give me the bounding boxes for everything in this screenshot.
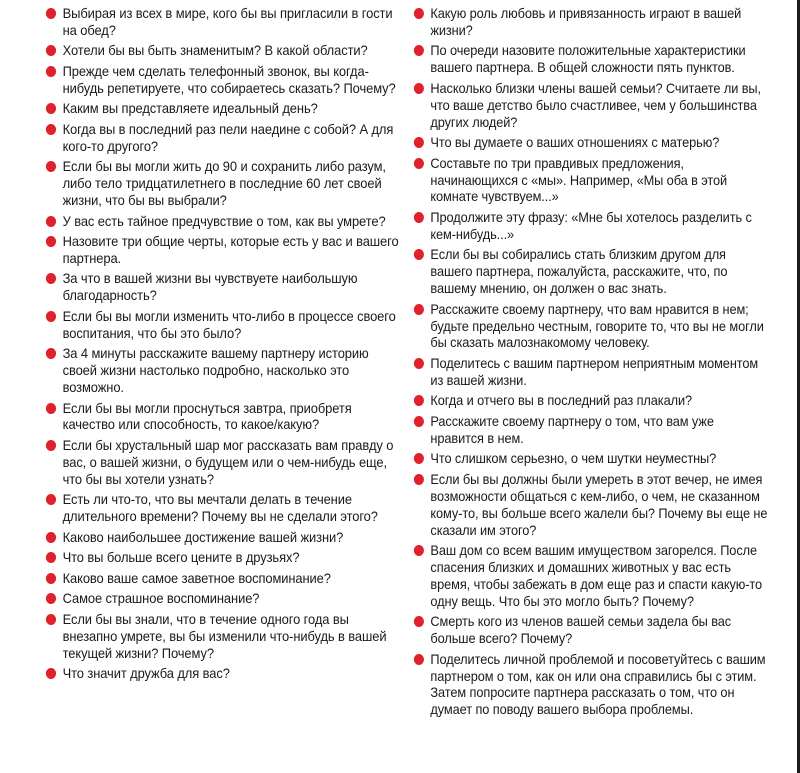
question-item bbox=[412, 392, 770, 409]
question-text: Если бы вы собирались стать близким другом для вашего партнера, пожалуйста, расскажите, что, по вашему мнению, он должен о вас знать. bbox=[430, 246, 728, 297]
question-text: Если бы вы могли проснуться завтра, приобретя качество или способность, то какое/какую? bbox=[62, 399, 352, 433]
bullet-icon bbox=[414, 212, 424, 223]
question-item bbox=[412, 542, 770, 610]
bullet-icon bbox=[414, 474, 424, 485]
question-item bbox=[44, 213, 403, 230]
question-item bbox=[44, 5, 403, 39]
question-text: Расскажите своему партнеру о том, что вам уже нравится в нем. bbox=[430, 412, 714, 446]
question-text: Если бы хрустальный шар мог рассказать вам правду о вас, о вашей жизни, о будущем или о чем-нибудь еще, что бы вы хотели узнать? bbox=[62, 436, 394, 487]
question-item bbox=[44, 42, 403, 59]
question-text: Самое страшное воспоминание? bbox=[62, 590, 260, 607]
question-item bbox=[412, 5, 770, 39]
bullet-icon bbox=[414, 137, 424, 148]
bullet-icon bbox=[46, 532, 56, 543]
bullet-icon bbox=[46, 494, 56, 505]
question-text: Каково ваше самое заветное воспоминание? bbox=[62, 569, 331, 586]
question-item bbox=[412, 651, 770, 719]
question-text: У вас есть тайное предчувствие о том, как вы умрете? bbox=[62, 212, 386, 229]
question-item bbox=[412, 134, 770, 151]
question-text: Когда вы в последний раз пели наедине с собой? А для кого-то другого? bbox=[62, 120, 394, 154]
question-item bbox=[44, 270, 403, 304]
bullet-icon bbox=[46, 273, 56, 284]
question-text: Есть ли что-то, что вы мечтали делать в течение длительного времени? Почему вы не сделали этого? bbox=[62, 491, 378, 525]
bullet-icon bbox=[46, 593, 56, 604]
question-text: Расскажите своему партнеру, что вам нравится в нем; будьте предельно честным, говорите то, что вы не могли бы сказать малознакомому человеку. bbox=[430, 300, 764, 351]
question-item bbox=[44, 590, 403, 607]
question-item bbox=[44, 308, 403, 342]
question-text: Хотели бы вы быть знаменитым? В какой области? bbox=[62, 42, 368, 59]
question-text: Если бы вы должны были умереть в этот вечер, не имея возможности общаться с кем-либо, о чем, не сказанном кому-то, вы больше всего жалели бы? Почему вы еще не сказали им этого? bbox=[430, 470, 768, 538]
bullet-icon bbox=[414, 158, 424, 169]
question-item bbox=[412, 450, 770, 467]
bullet-icon bbox=[414, 304, 424, 315]
question-item bbox=[44, 437, 403, 488]
bullet-icon bbox=[46, 8, 56, 19]
bullet-icon bbox=[46, 161, 56, 172]
question-item bbox=[44, 233, 403, 267]
bullet-icon bbox=[46, 66, 56, 77]
question-item bbox=[412, 246, 770, 297]
bullet-icon bbox=[46, 668, 56, 679]
question-item bbox=[412, 80, 770, 131]
question-text: Назовите три общие черты, которые есть у вас и вашего партнера. bbox=[62, 233, 399, 266]
question-item bbox=[412, 42, 770, 76]
question-item bbox=[44, 121, 403, 155]
question-item bbox=[412, 301, 770, 352]
question-text: Что слишком серьезно, о чем шутки неуместны? bbox=[430, 450, 717, 467]
bullet-icon bbox=[46, 440, 56, 451]
question-item bbox=[44, 100, 403, 117]
bullet-icon bbox=[414, 45, 424, 56]
bullet-icon bbox=[46, 216, 56, 227]
question-text: За что в вашей жизни вы чувствуете наибольшую благодарность? bbox=[62, 270, 358, 304]
question-item bbox=[44, 549, 403, 566]
bullet-icon bbox=[46, 552, 56, 563]
question-text: Поделитесь личной проблемой и посоветуйтесь с вашим партнером о том, как он или она справились бы с этим. Затем попросите партнера рассказать о том, что он думает по поводу вашего выбора проблемы. bbox=[430, 650, 766, 718]
bullet-icon bbox=[46, 45, 56, 56]
question-text: Если бы вы могли изменить что-либо в процессе своего воспитания, что бы это было? bbox=[62, 307, 396, 341]
bullet-icon bbox=[414, 249, 424, 260]
question-text: Насколько близки члены вашей семьи? Считаете ли вы, что ваше детство было счастливее, чем у большинства других людей? bbox=[430, 79, 761, 130]
question-text: Если бы вы могли жить до 90 и сохранить либо разум, либо тело тридцатилетнего в последние 60 лет своей жизни, что бы вы выбрали? bbox=[62, 158, 386, 209]
bullet-icon bbox=[414, 395, 424, 406]
question-text: Ваш дом со всем вашим имуществом загорелся. После спасения близких и домашних животных у вас есть время, чтобы забежать в дом еще раз и спасти какую-то одну вещь. Что бы это могло быть? Почему? bbox=[430, 542, 763, 609]
question-column-left bbox=[44, 5, 399, 686]
question-text: Смерть кого из членов вашей семьи задела бы вас больше всего? Почему? bbox=[430, 613, 732, 647]
bullet-icon bbox=[46, 124, 56, 135]
bullet-icon bbox=[46, 348, 56, 359]
question-text: Что вы думаете о ваших отношениях с матерью? bbox=[430, 134, 720, 151]
bullet-icon bbox=[414, 83, 424, 94]
question-item bbox=[44, 158, 403, 209]
question-item bbox=[44, 345, 403, 396]
bullet-icon bbox=[414, 545, 424, 556]
question-text: За 4 минуты расскажите вашему партнеру историю своей жизни настолько подробно, насколько это возможно. bbox=[62, 345, 369, 396]
question-text: Выбирая из всех в мире, кого бы вы пригласили в гости на обед? bbox=[62, 5, 393, 38]
question-text: Когда и отчего вы в последний раз плакали? bbox=[430, 392, 693, 409]
bullet-icon bbox=[46, 311, 56, 322]
question-text: Что значит дружба для вас? bbox=[62, 665, 230, 681]
question-item bbox=[412, 471, 770, 539]
bullet-icon bbox=[46, 573, 56, 584]
question-column-right bbox=[412, 5, 768, 722]
question-text: Каково наибольшее достижение вашей жизни? bbox=[62, 528, 344, 545]
question-item bbox=[412, 355, 770, 389]
bullet-icon bbox=[46, 403, 56, 414]
question-item bbox=[412, 155, 770, 206]
bullet-icon bbox=[414, 616, 424, 627]
question-text: Составьте по три правдивых предложения, начинающихся с «мы». Например, «Мы оба в этой комнате чувствуем...» bbox=[430, 154, 728, 205]
question-text: Каким вы представляете идеальный день? bbox=[62, 100, 318, 117]
question-item bbox=[44, 611, 403, 662]
question-item bbox=[44, 529, 403, 546]
bullet-icon bbox=[46, 103, 56, 114]
question-item bbox=[44, 665, 403, 682]
question-text: Если бы вы знали, что в течение одного года вы внезапно умрете, вы бы изменили что-нибудь в вашей текущей жизни? Почему? bbox=[62, 610, 387, 661]
bullet-icon bbox=[414, 416, 424, 427]
question-text: По очереди назовите положительные характеристики вашего партнера. В общей сложности пять пунктов. bbox=[430, 42, 746, 76]
bullet-icon bbox=[414, 654, 424, 665]
question-text: Поделитесь с вашим партнером неприятным моментом из вашей жизни. bbox=[430, 354, 759, 388]
bullet-icon bbox=[46, 614, 56, 625]
question-item bbox=[44, 63, 403, 97]
bullet-icon bbox=[46, 236, 56, 247]
question-item bbox=[412, 209, 770, 243]
question-item bbox=[44, 400, 403, 434]
bullet-icon bbox=[414, 8, 424, 19]
question-item bbox=[412, 413, 770, 447]
question-text: Продолжите эту фразу: «Мне бы хотелось разделить с кем-нибудь...» bbox=[430, 208, 752, 242]
question-text: Что вы больше всего цените в друзьях? bbox=[62, 549, 300, 566]
question-item bbox=[44, 491, 403, 525]
bullet-icon bbox=[414, 453, 424, 464]
question-text: Какую роль любовь и привязанность играют в вашей жизни? bbox=[430, 5, 742, 38]
bullet-icon bbox=[414, 358, 424, 369]
question-text: Прежде чем сделать телефонный звонок, вы когда-нибудь репетируете, что собираетесь сказать? Почему? bbox=[62, 62, 396, 96]
question-item bbox=[44, 570, 403, 587]
question-item bbox=[412, 613, 770, 647]
